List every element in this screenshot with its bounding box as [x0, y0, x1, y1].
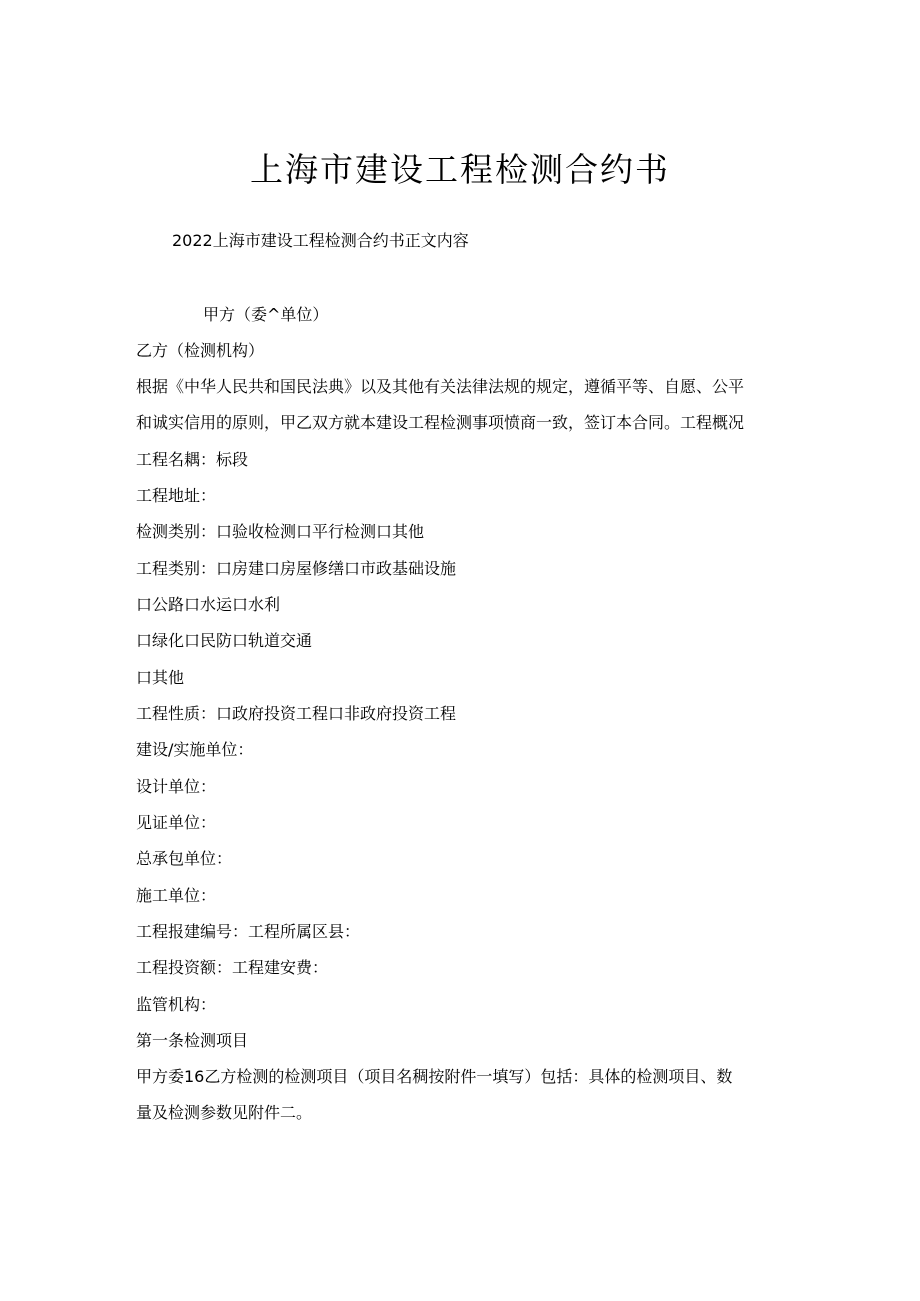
party-a-line: 甲方（委^单位） [203, 305, 329, 324]
construction-company-line: 施工单位： [136, 886, 217, 905]
party-b-line: 乙方（检测机构） [136, 341, 265, 360]
project-name-line: 工程名耦：标段 [136, 450, 249, 469]
article-1-heading: 第一条检测项目 [136, 1031, 249, 1050]
project-category-line: 工程类别：口房建口房屋修缮口市政基础设施 [136, 559, 457, 578]
witness-unit-line: 见证单位： [136, 813, 217, 832]
preamble-line-2: 和诚实信用的原则，甲乙双方就本建设工程检测事项愤商一致，签订本合同。工程概况 [136, 413, 745, 432]
project-nature-line: 工程性质：口政府投资工程口非政府投资工程 [136, 704, 457, 723]
design-unit-line: 设计单位： [136, 777, 217, 796]
registration-number-line: 工程报建编号：工程所属区县： [136, 922, 361, 941]
inspection-type-line: 检测类别：口验收检测口平行检测口其他 [136, 522, 425, 541]
preamble-line-1: 根据《中华人民共和国民法典》以及其他有关法律法规的规定，遵循平等、自愿、公平 [136, 377, 745, 396]
project-category-line-2: 口公路口水运口水利 [136, 595, 281, 614]
document-subtitle: 2022上海市建设工程检测合约书正文内容 [172, 231, 469, 250]
article-1-text-line-1: 甲方委16乙方检测的检测项目（项目名稠按附件一填写）包括：具体的检测项目、数 [136, 1067, 733, 1086]
investment-amount-line: 工程投资额：工程建安费： [136, 958, 329, 977]
construction-unit-line: 建设/实施单位： [136, 740, 254, 759]
project-category-line-4: 口其他 [136, 668, 185, 687]
project-category-line-3: 口绿化口民防口轨道交通 [136, 631, 313, 650]
general-contractor-line: 总承包单位： [136, 849, 233, 868]
project-address-line: 工程地址： [136, 486, 217, 505]
document-title: 上海市建设工程检测合约书 [250, 150, 670, 189]
article-1-text-line-2: 量及检测参数见附件二。 [136, 1103, 313, 1122]
supervision-agency-line: 监管机构： [136, 995, 217, 1014]
